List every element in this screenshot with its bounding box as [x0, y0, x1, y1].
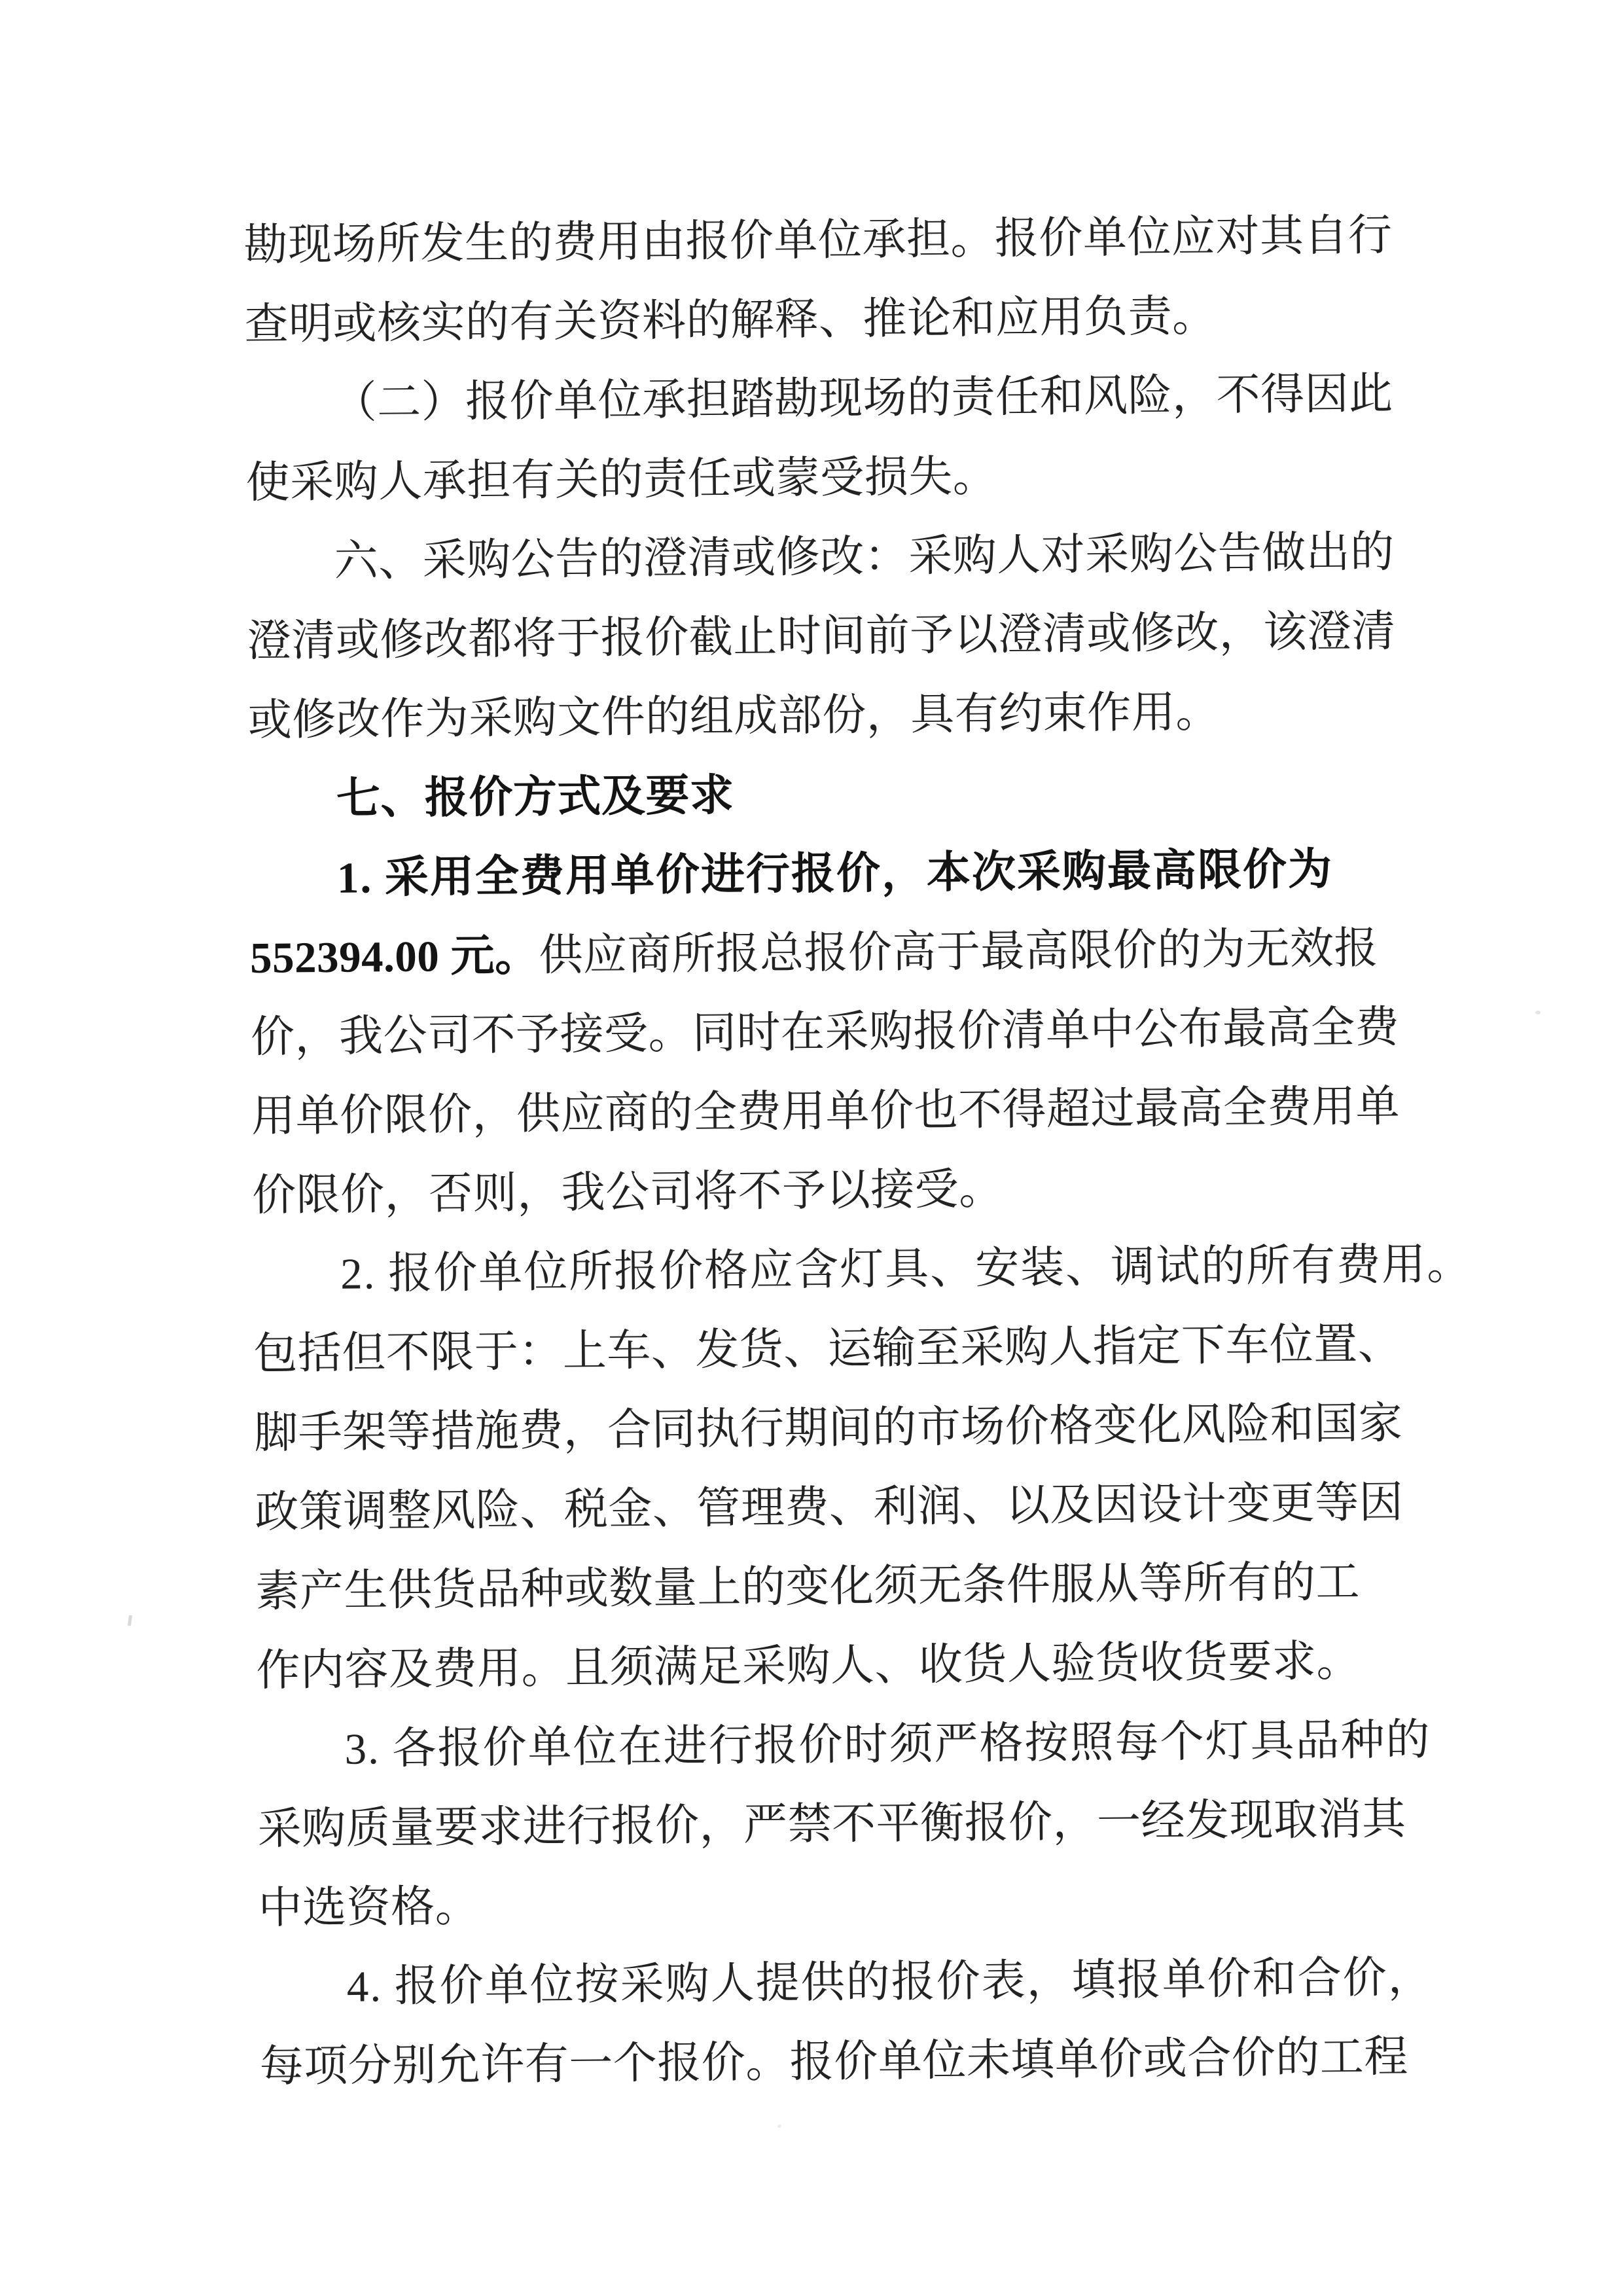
- scan-artifact-speck: [128, 1615, 132, 1626]
- text-line-clause-6: 六、采购公告的澄清或修改：采购人对采购公告做出的: [334, 528, 1395, 586]
- text-line-max-price: [250, 908, 1429, 998]
- text-line: 价限价，否则，我公司将不予以接受。: [251, 1164, 1003, 1220]
- text-line: 作内容及费用。且须满足采购人、收货人验货收货要求。: [256, 1637, 1361, 1695]
- text-line: 使采购人承担有关的责任或蒙受损失。: [245, 452, 997, 507]
- text-line-item-1: 1. 采用全费用单价进行报价，本次采购最高限价为: [336, 845, 1334, 903]
- document-text-block: [243, 196, 1472, 2107]
- text-line: 中选资格。: [258, 1882, 480, 1933]
- text-line: 或修改作为采购文件的组成部份，具有约束作用。: [247, 688, 1221, 745]
- text-line: 查明或核实的有关资料的解释、推论和应用负责。: [244, 292, 1217, 349]
- text-line: 素产生供货品种或数量上的变化须无条件服从等所有的工: [255, 1558, 1361, 1616]
- text-line: 采购质量要求进行报价，严禁不平衡报价，一经发现取消其: [257, 1795, 1406, 1854]
- text-line-item-3: 3. 各报价单位在进行报价时须严格按照每个灯具品种的: [344, 1715, 1431, 1774]
- text-line-item-4: 4. 报价单位按采购人提供的报价表，填报单价和合价，: [346, 1953, 1434, 2011]
- text-line: 供应商所报总报价高于最高限价的为无效报: [539, 924, 1379, 980]
- text-line: 澄清或修改都将于报价截止时间前予以澄清或修改，该澄清: [247, 607, 1397, 666]
- scan-artifact-speck: [1535, 1011, 1541, 1014]
- text-line-subclause-2: （二）报价单位承担踏勘现场的责任和风险，不得因此: [332, 369, 1393, 427]
- text-line: 包括但不限于：上车、发货、运输至采购人指定下车位置、: [253, 1319, 1402, 1378]
- text-line: 政策调整风险、税金、管理费、利润、以及因设计变更等因: [255, 1478, 1404, 1537]
- text-line: 用单价限价，供应商的全费用单价也不得超过最高全费用单: [251, 1082, 1400, 1141]
- text-line: 每项分别允许有一个报价。报价单位未填单价或合价的工程: [259, 2032, 1409, 2091]
- text-line-item-2: 2. 报价单位所报价格应含灯具、安装、调试的所有费用。: [340, 1240, 1472, 1299]
- scan-artifact-speck: [777, 2125, 781, 2128]
- text-line: 勘现场所发生的费用由报价单位承担。报价单位应对其自行: [243, 211, 1393, 270]
- max-price-amount: 552394.00 元。: [249, 931, 539, 982]
- text-line-clause-7-heading: 七、报价方式及要求: [336, 771, 734, 823]
- text-line: 价，我公司不予接受。同时在采购报价清单中公布最高全费: [250, 1003, 1400, 1062]
- text-line: 脚手架等措施费，合同执行期间的市场价格变化风险和国家: [254, 1399, 1403, 1458]
